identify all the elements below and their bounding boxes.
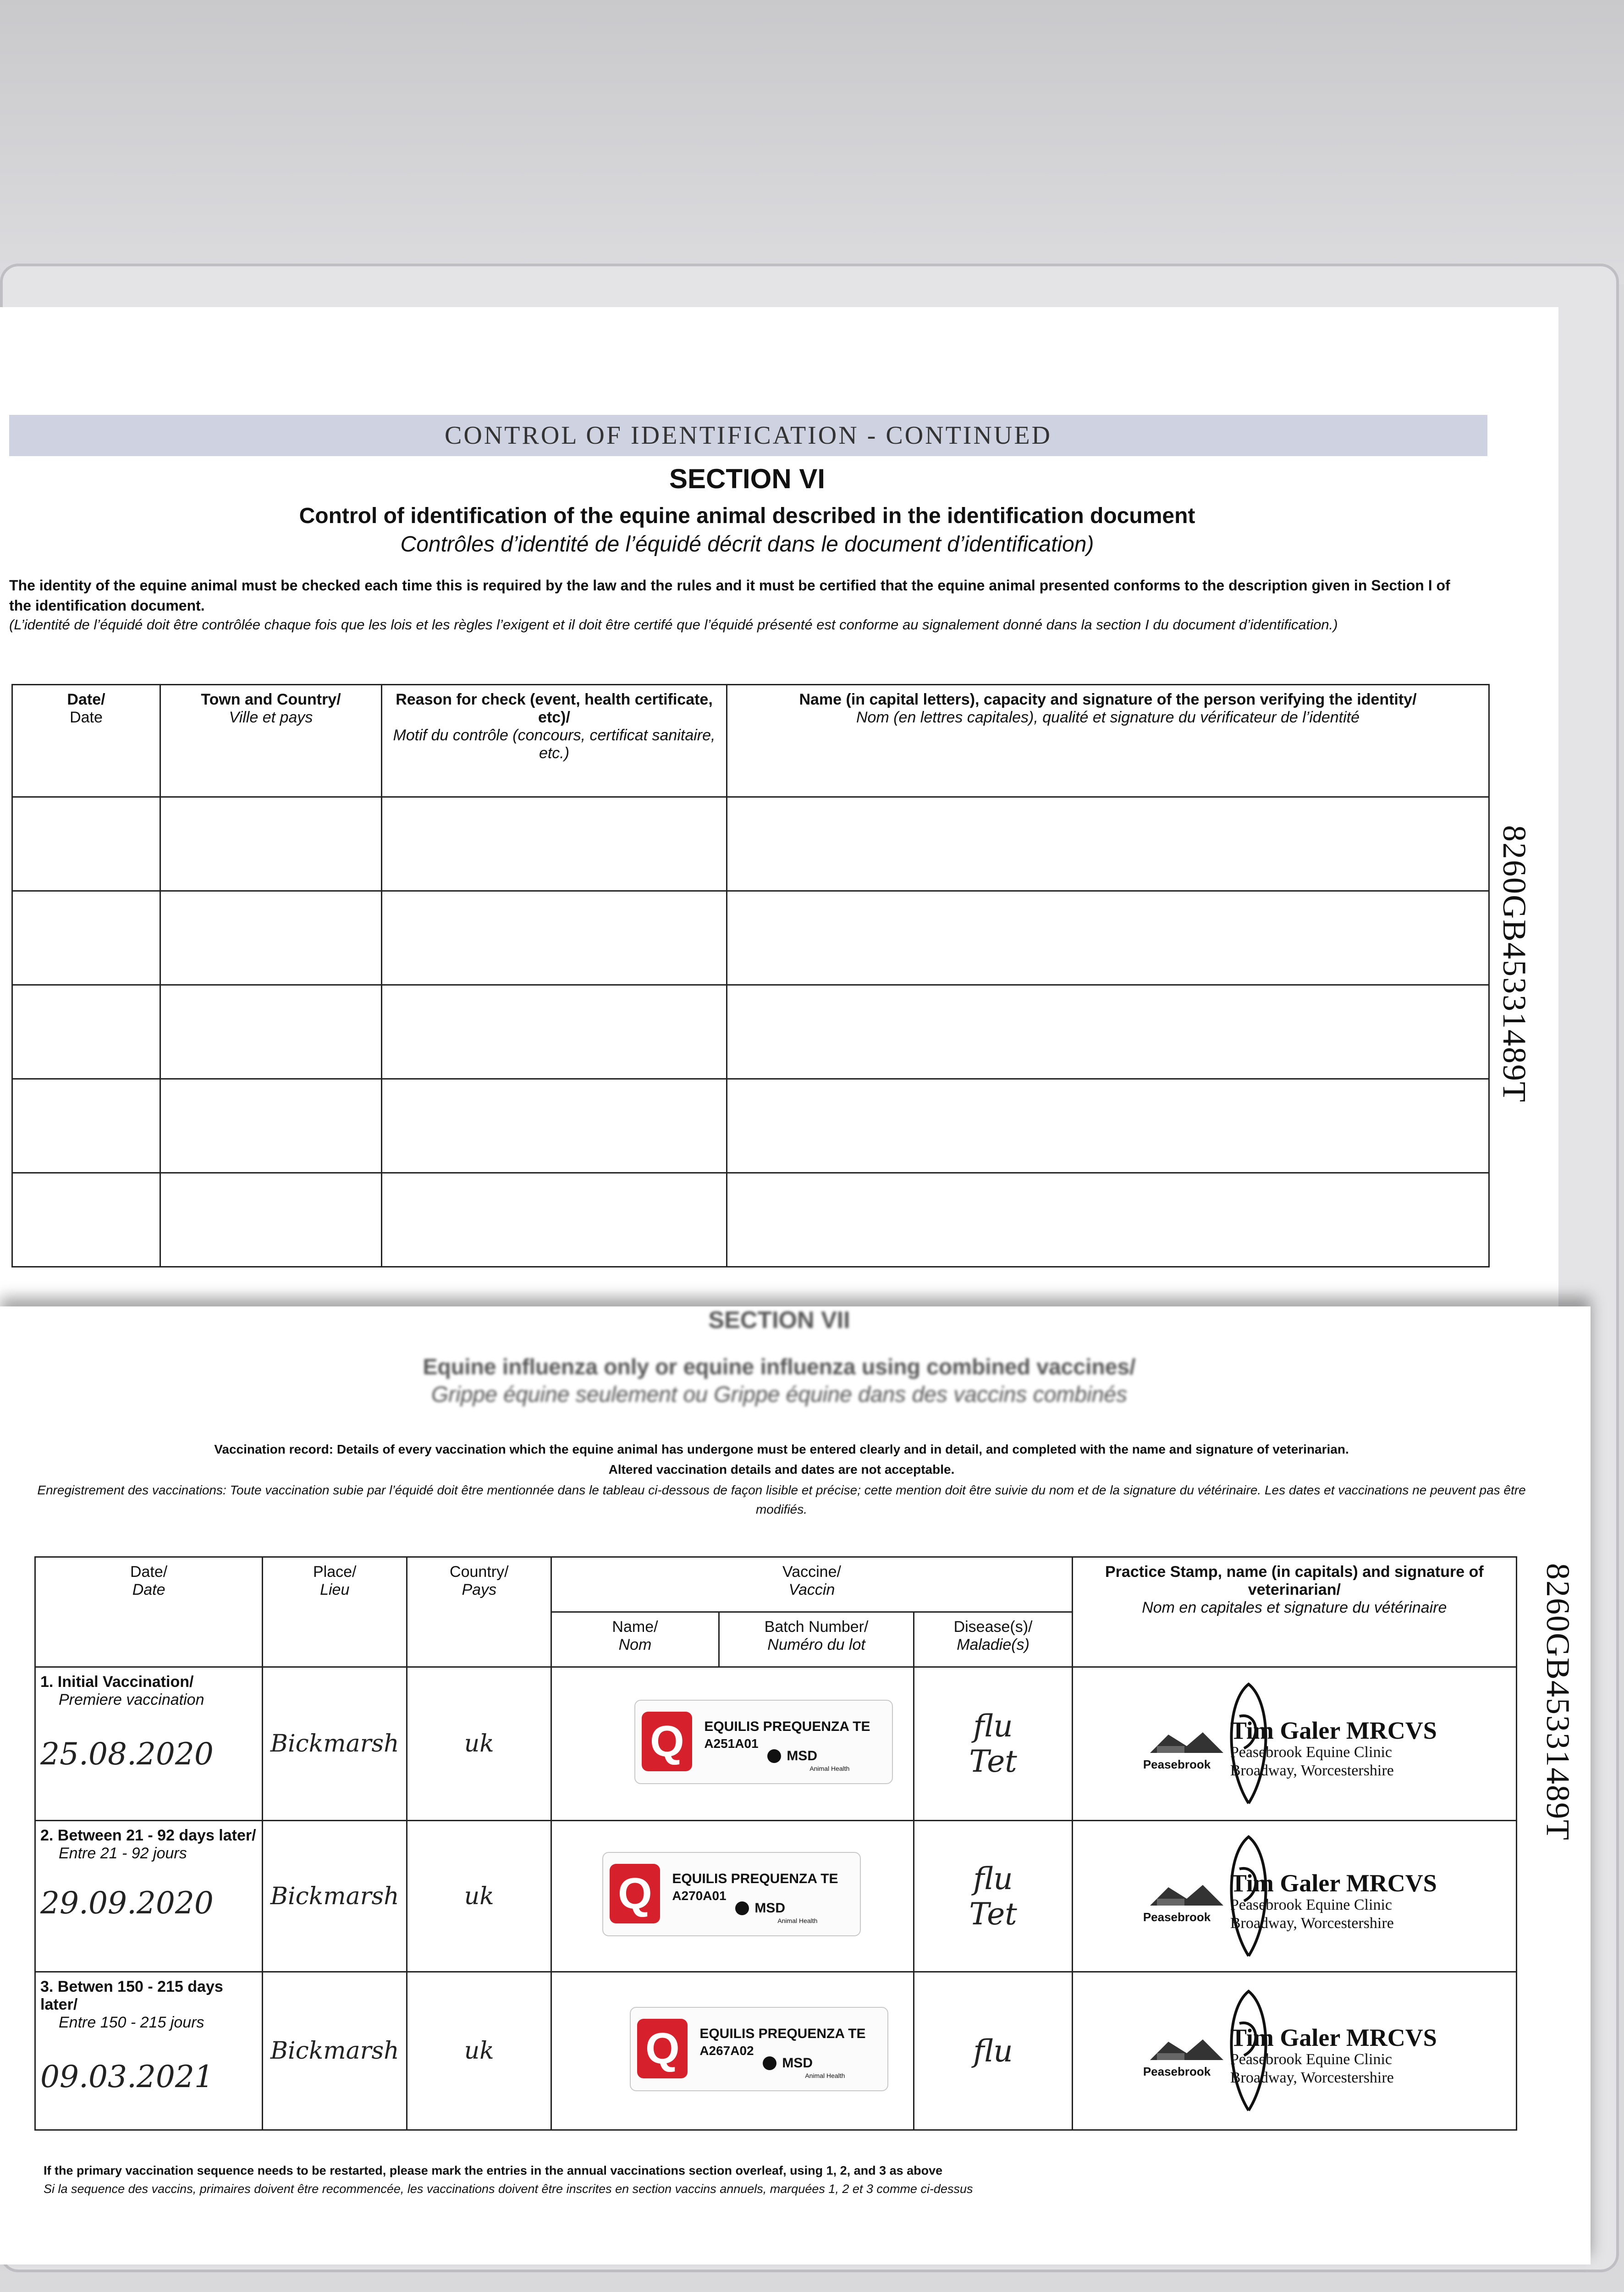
q-logo-icon: Q xyxy=(642,1712,692,1771)
stamp-logo-text: Peasebrook xyxy=(1143,1758,1211,1771)
vaccine-batch: A251A01 xyxy=(704,1736,759,1751)
vet-name: Tim Galer MRCVS xyxy=(1230,1717,1437,1744)
section-vii-intro-fr: Enregistrement des vaccinations: Toute vaccination subie par l’équidé doit être mentionnée dans le tableau ci-dessous de façon lisible et précise; cette mention doit être suivie du nom et de la signature du vétérinaire. Les dates et vaccinations ne peuvent pas être modifiés. xyxy=(37,1483,1526,1516)
vaccine-brand: MSD xyxy=(782,2055,813,2071)
vet-address: Broadway, Worcestershire xyxy=(1230,1914,1394,1932)
col-place-header: Place/ Lieu xyxy=(263,1557,407,1667)
section-vii-title-fr: Grippe équine seulement ou Grippe équine dans des vaccins combinés xyxy=(431,1383,1128,1407)
msd-logo-icon xyxy=(763,2056,776,2070)
lower-side-code: 8260GB45331489T xyxy=(1540,1563,1576,1841)
section-vii-title-en: Equine influenza only or equine influenza using combined vaccines/ xyxy=(423,1355,1136,1379)
vaccine-brand: MSD xyxy=(754,1901,785,1916)
vet-stamp xyxy=(1129,1684,1459,1803)
col-town-header: Town and Country/ Ville et pays xyxy=(160,685,382,797)
vaccination-place: Bickmarsh xyxy=(270,2037,399,2065)
disease-flu: flu xyxy=(973,2033,1013,2069)
disease-flu: flu xyxy=(973,1708,1013,1744)
table-row xyxy=(12,1079,1489,1173)
section-vi-title-en: Control of identification of the equine animal described in the identification document xyxy=(299,504,1195,528)
vaccination-country: uk xyxy=(464,1882,494,1910)
col-vaccine-name-header: Name/ Nom xyxy=(551,1612,719,1667)
col-vaccine-header: Vaccine/ Vaccin xyxy=(551,1557,1072,1612)
table-row xyxy=(12,797,1489,891)
col-disease-header: Disease(s)/ Maladie(s) xyxy=(914,1612,1072,1667)
vaccination-date: 09.03.2021 xyxy=(40,2059,214,2094)
vaccination-date: 29.09.2020 xyxy=(40,1885,214,1921)
vet-practice: Peasebrook Equine Clinic xyxy=(1230,2051,1392,2068)
row-label-fr: Entre 21 - 92 jours xyxy=(59,1845,187,1862)
section-vii-intro-en: Vaccination record: Details of every vaccination which the equine animal has undergone must be entered clearly and in detail, and completed with the name and signature of veterinarian. Altered vaccination details and dates are not acceptable. xyxy=(214,1442,1349,1477)
vet-stamp xyxy=(1129,1991,1459,2110)
vaccine-sticker xyxy=(634,1700,893,1784)
upper-side-code: 8260GB45331489T xyxy=(1496,825,1533,1103)
vet-name: Tim Galer MRCVS xyxy=(1230,2024,1437,2051)
vaccination-table xyxy=(34,1556,1517,2131)
section-vi-intro-en: The identity of the equine animal must be checked each time this is required by the law and the rules and it must be certified that the equine animal presented conforms to the description given in Section I of the identification document. xyxy=(9,577,1450,614)
table-row xyxy=(35,1821,1517,1972)
section-vi-heading: SECTION VI xyxy=(669,463,826,494)
row-label-en: 3. Betwen 150 - 215 days later/ xyxy=(40,1978,223,2013)
vaccine-brand-sub: Animal Health xyxy=(809,1764,850,1772)
row-label-en: 2. Between 21 - 92 days later/ xyxy=(40,1827,256,1844)
table-row xyxy=(12,1173,1489,1267)
vaccine-brand-sub: Animal Health xyxy=(805,2072,845,2079)
table-row xyxy=(12,985,1489,1079)
section-vi-intro-fr: (L’identité de l’équidé doit être contrôlée chaque fois que les lois et les règles l’exigent et il doit être certifé que l’équidé présenté est conforme au signalement donné dans la section I du document d’identification.) xyxy=(9,617,1338,633)
disease-tet: Tet xyxy=(969,1744,1017,1779)
vaccination-date: 25.08.2020 xyxy=(40,1736,214,1772)
vaccine-product: EQUILIS PREQUENZA TE xyxy=(672,1871,838,1886)
table-row xyxy=(35,1972,1517,2130)
disease-tet: Tet xyxy=(969,1896,1017,1932)
vaccination-country: uk xyxy=(464,1730,494,1758)
vaccination-place: Bickmarsh xyxy=(270,1730,399,1758)
vaccine-batch: A267A02 xyxy=(699,2043,754,2058)
stamp-logo-text: Peasebrook xyxy=(1143,1910,1211,1924)
scan-background xyxy=(0,0,1624,284)
col-date-header: Date/ Date xyxy=(12,685,160,797)
vet-address: Broadway, Worcestershire xyxy=(1230,1762,1394,1779)
col-date-header: Date/ Date xyxy=(35,1557,263,1667)
vaccination-place: Bickmarsh xyxy=(270,1882,399,1910)
vaccine-product: EQUILIS PREQUENZA TE xyxy=(704,1719,870,1734)
col-country-header: Country/ Pays xyxy=(407,1557,551,1667)
q-logo-icon: Q xyxy=(610,1864,660,1923)
msd-logo-icon xyxy=(767,1749,781,1763)
vaccine-brand: MSD xyxy=(787,1748,817,1763)
col-verifier-header: Name (in capital letters), capacity and signature of the person verifying the identity/ Nom (en lettres capitales), qualité et signature du vérificateur de l’identité xyxy=(727,685,1489,797)
vaccine-sticker xyxy=(630,2007,888,2091)
col-batch-header: Batch Number/ Numéro du lot xyxy=(719,1612,914,1667)
identity-check-table xyxy=(11,684,1490,1267)
msd-logo-icon xyxy=(735,1901,749,1915)
vaccine-sticker xyxy=(602,1852,861,1936)
stamp-logo-text: Peasebrook xyxy=(1143,2065,1211,2078)
row-label-fr: Premiere vaccination xyxy=(59,1691,204,1708)
col-stamp-header: Practice Stamp, name (in capitals) and signature of veterinarian/ Nom en capitales et signature du vétérinaire xyxy=(1072,1557,1516,1667)
row-label-en: 1. Initial Vaccination/ xyxy=(40,1673,194,1691)
vet-practice: Peasebrook Equine Clinic xyxy=(1230,1744,1392,1761)
col-reason-header: Reason for check (event, health certificate, etc)/ Motif du contrôle (concours, certificat sanitaire, etc.) xyxy=(382,685,727,797)
vet-practice: Peasebrook Equine Clinic xyxy=(1230,1896,1392,1913)
row-label-fr: Entre 150 - 215 jours xyxy=(59,2014,204,2031)
section-vii-heading: SECTION VII xyxy=(708,1307,850,1333)
disease-flu: flu xyxy=(973,1861,1013,1896)
table-row xyxy=(35,1667,1517,1821)
table-row xyxy=(12,891,1489,985)
footer-note-fr: Si la sequence des vaccins, primaires doivent être recommencée, les vaccinations doivent être inscrites en section vaccins annuels, marquées 1, 2 et 3 comme ci-dessus xyxy=(44,2182,973,2196)
section-vii-page xyxy=(0,1306,1591,2264)
vaccination-country: uk xyxy=(464,2037,494,2065)
vaccine-batch: A270A01 xyxy=(672,1889,727,1903)
footer-note-en: If the primary vaccination sequence needs to be restarted, please mark the entries in the annual vaccinations section overleaf, using 1, 2, and 3 as above xyxy=(44,2164,943,2177)
vet-stamp xyxy=(1129,1837,1459,1956)
section-vi-page xyxy=(0,307,1558,1306)
section-band-title: CONTROL OF IDENTIFICATION - CONTINUED xyxy=(9,415,1487,456)
q-logo-icon: Q xyxy=(637,2019,688,2078)
vet-name: Tim Galer MRCVS xyxy=(1230,1869,1437,1897)
vaccine-brand-sub: Animal Health xyxy=(777,1917,818,1924)
section-vi-title-fr: Contrôles d’identité de l’équidé décrit dans le document d’identification) xyxy=(400,532,1094,556)
vaccine-product: EQUILIS PREQUENZA TE xyxy=(699,2026,866,2041)
vet-address: Broadway, Worcestershire xyxy=(1230,2069,1394,2086)
